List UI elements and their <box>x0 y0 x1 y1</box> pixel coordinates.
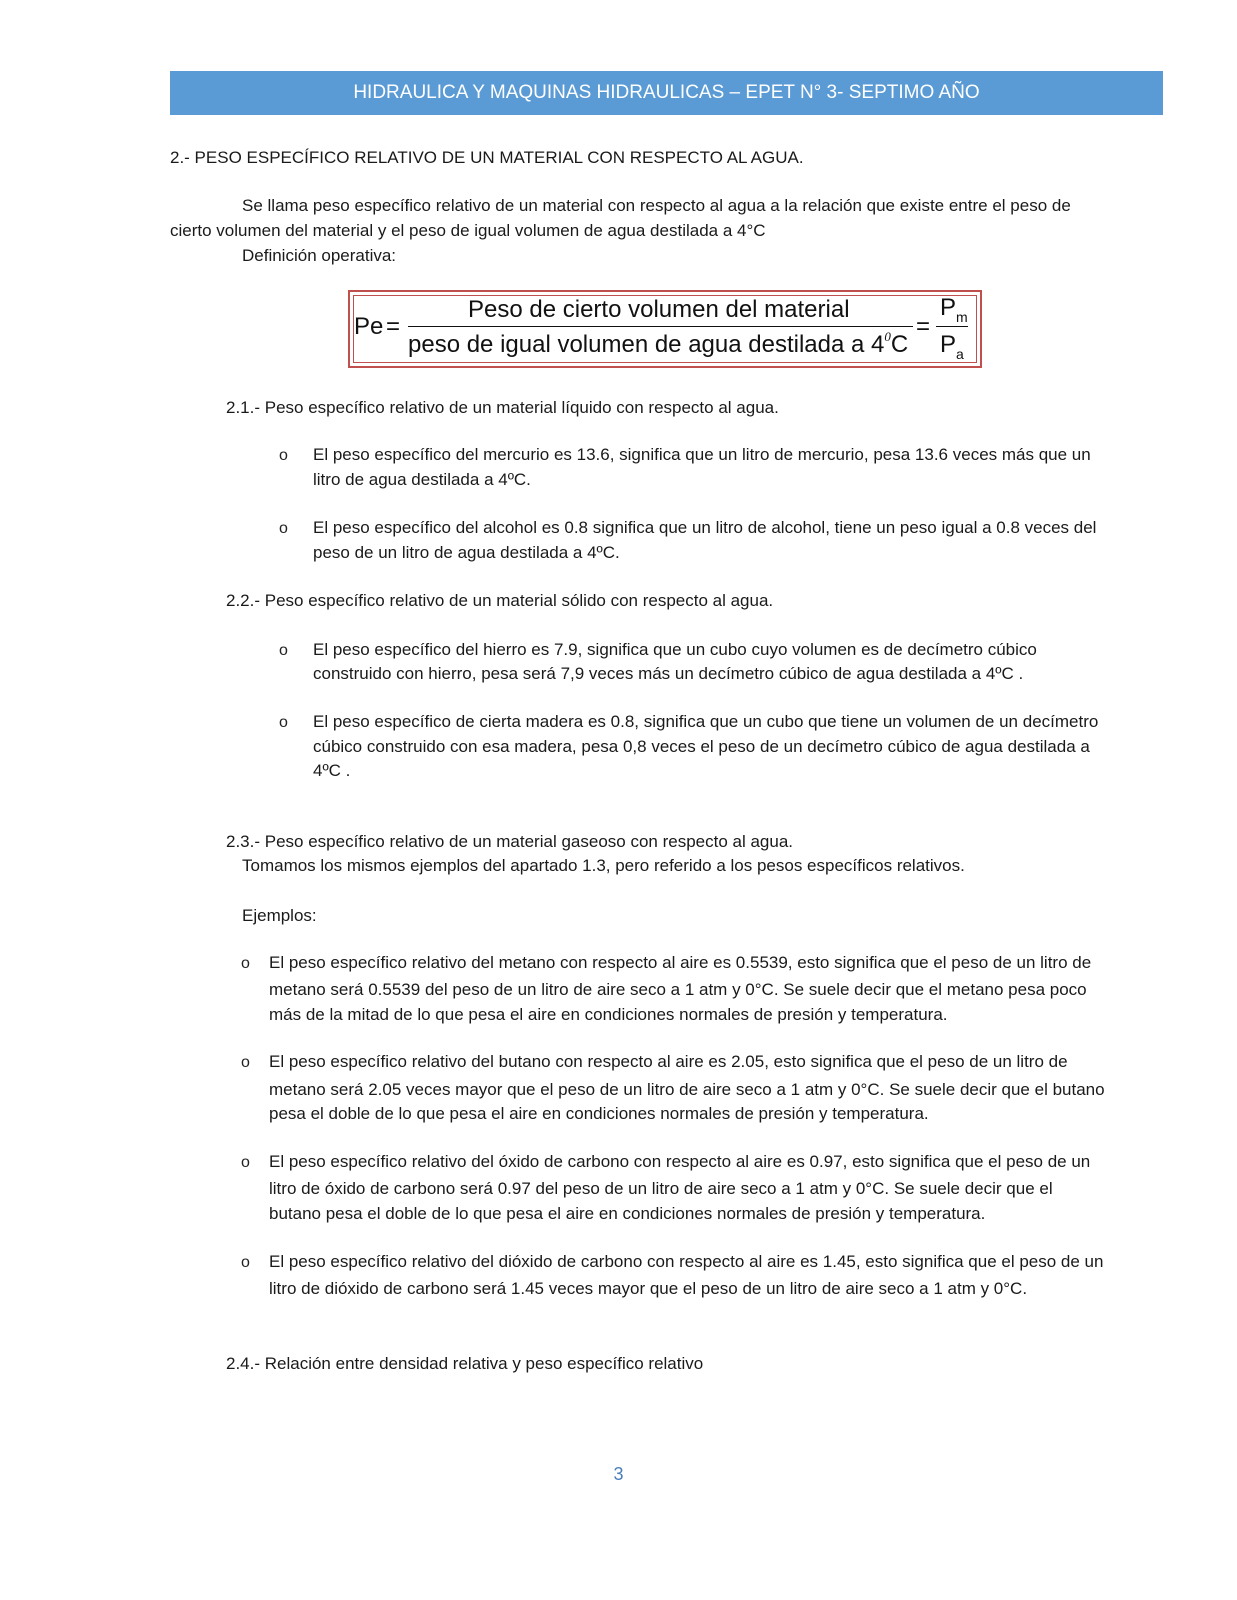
formula-rhs-numerator: $P_m$ <box>940 294 968 325</box>
formula-numerator: Peso de cierto volumen del material <box>468 296 850 323</box>
bullet-marker: o <box>279 520 288 537</box>
list-item-line: más de la mitad de lo que pesa el aire en condiciones normales de presión y temperatura. <box>269 1005 948 1024</box>
formula-lhs: Pe <box>354 313 384 340</box>
page-number: 3 <box>613 1464 624 1484</box>
list-item-line: El peso específico del hierro es 7.9, significa que un cubo cuyo volumen es de decímetro cúbico <box>313 640 1037 659</box>
bullet-marker: o <box>241 1254 250 1271</box>
paragraph-line: cierto volumen del material y el peso de igual volumen de agua destilada a 4°C <box>170 221 766 240</box>
subsection-heading: 2.1.- Peso específico relativo de un material líquido con respecto al agua. <box>226 398 779 417</box>
subsection-heading: 2.4.- Relación entre densidad relativa y peso específico relativo <box>226 1354 704 1373</box>
list-item-line: litro de agua destilada a 4ºC. <box>313 470 531 489</box>
list-item-line: construido con hierro, pesa será 7,9 veces más un decímetro cúbico de agua destilada a 4ºC . <box>313 664 1024 683</box>
paragraph-line: Se llama peso específico relativo de un material con respecto al agua a la relación que existe entre el peso de <box>242 196 1071 215</box>
bullet-marker: o <box>241 1054 250 1071</box>
formula-box <box>348 290 982 368</box>
bullet-marker: o <box>241 955 250 972</box>
header-title: HIDRAULICA Y MAQUINAS HIDRAULICAS – EPET N° 3- SEPTIMO AÑO <box>353 82 980 103</box>
bullet-marker: o <box>241 1154 250 1171</box>
list-item-line: El peso específico relativo del dióxido de carbono con respecto al aire es 1.45, esto significa que el peso de un <box>269 1252 1104 1271</box>
list-item-line: butano pesa el doble de lo que pesa el aire en condiciones normales de presión y temperatura. <box>269 1204 986 1223</box>
bullet-marker: o <box>279 447 288 464</box>
list-item-line: peso de un litro de agua destilada a 4ºC. <box>313 543 620 562</box>
fraction-bar <box>408 326 913 327</box>
formula-denominator: peso de igual volumen de agua destilada a $4^0C$ <box>408 329 909 358</box>
list-item-line: El peso específico de cierta madera es 0.8, significa que un cubo que tiene un volumen de un decímetro <box>313 712 1099 731</box>
list-item-line: metano será 2.05 veces mayor que el peso de un litro de aire seco a 1 atm y 0°C. Se suele decir que el butano <box>269 1080 1105 1099</box>
list-item-line: 4ºC . <box>313 761 351 780</box>
list-item-line: El peso específico relativo del metano con respecto al aire es 0.5539, esto significa que el peso de un litro de <box>269 953 1092 972</box>
rhs-fraction-bar <box>936 326 968 327</box>
list-item-line: pesa el doble de lo que pesa el aire en condiciones normales de presión y temperatura. <box>269 1104 929 1123</box>
formula-equals: = <box>386 313 401 340</box>
list-item-line: litro de dióxido de carbono será 1.45 veces mayor que el peso de un litro de aire seco a 1 atm y 0°C. <box>269 1279 1028 1298</box>
document-header <box>170 71 1163 115</box>
list-item-line: El peso específico relativo del butano con respecto al aire es 2.05, esto significa que el peso de un litro de <box>269 1052 1068 1071</box>
list-item-line: metano será 0.5539 del peso de un litro de aire seco a 1 atm y 0°C. Se suele decir que el metano pesa poco <box>269 980 1087 999</box>
paragraph-line: Tomamos los mismos ejemplos del apartado 1.3, pero referido a los pesos específicos relativos. <box>242 856 965 875</box>
bullet-marker: o <box>279 642 288 659</box>
list-item-line: cúbico construido con esa madera, pesa 0,8 veces el peso de un decímetro cúbico de agua destilada a <box>313 737 1090 756</box>
formula-rhs-denominator: $P_a$ <box>940 331 964 362</box>
subsection-heading: 2.2.- Peso específico relativo de un material sólido con respecto al agua. <box>226 591 774 610</box>
bullet-marker: o <box>279 714 288 731</box>
list-item-line: El peso específico relativo del óxido de carbono con respecto al aire es 0.97, esto significa que el peso de un <box>269 1152 1091 1171</box>
formula-equals-2: = <box>916 313 931 340</box>
subsection-heading: 2.3.- Peso específico relativo de un material gaseoso con respecto al agua. <box>226 832 794 851</box>
examples-label: Ejemplos: <box>242 906 317 925</box>
list-item-line: litro de óxido de carbono será 0.97 del peso de un litro de aire seco a 1 atm y 0°C. Se suele decir que el <box>269 1179 1053 1198</box>
list-item-line: El peso específico del mercurio es 13.6, significa que un litro de mercurio, pesa 13.6 veces más que un <box>313 445 1091 464</box>
section-heading: 2.- PESO ESPECÍFICO RELATIVO DE UN MATERIAL CON RESPECTO AL AGUA. <box>170 148 804 167</box>
list-item-line: El peso específico del alcohol es 0.8 significa que un litro de alcohol, tiene un peso igual a 0.8 veces del <box>313 518 1097 537</box>
definition-label: Definición operativa: <box>242 246 397 265</box>
